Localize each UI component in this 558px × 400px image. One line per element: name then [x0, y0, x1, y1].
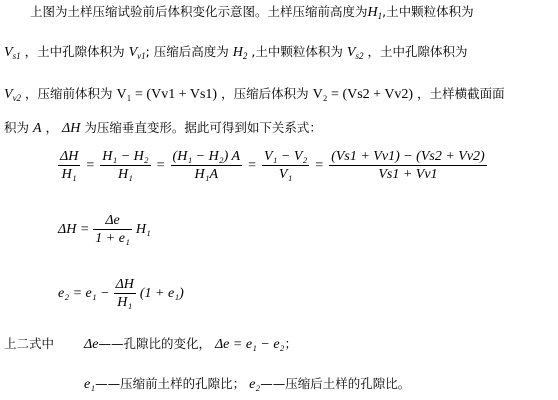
volume-before-equation: V₁ = (Vv1 + Vs1): [116, 87, 218, 102]
volume-after-equation: V₂ = (Vs2 + Vv2): [312, 87, 414, 102]
paragraph-line-1: [30, 4, 474, 21]
symbol-delta-e: Δe: [84, 337, 99, 352]
text-segment: ; 压缩后高度为: [145, 44, 229, 59]
symbol-h2: $H_2$: [232, 45, 248, 61]
text-segment: ,土中颗粒体积为: [251, 44, 343, 59]
text-segment: ，压缩后体积为: [221, 86, 309, 101]
equals-sign: =: [248, 157, 256, 173]
legend-line-1: [4, 336, 54, 352]
symbol-vv1: $V_{v1}$: [128, 45, 146, 61]
text-segment: ，: [45, 120, 59, 135]
text-segment: 上图为土样压缩试验前后体积变化示意图。土样压缩前高度为: [30, 4, 368, 19]
text-segment: ——孔隙比的变化，: [98, 336, 211, 351]
text-segment: 积为: [4, 120, 30, 135]
paragraph-line-4: [4, 120, 322, 137]
equation-lhs: e₂ = e₁ −: [58, 285, 110, 301]
text-segment: ，土中孔隙体积为: [367, 44, 468, 59]
equals-sign: =: [315, 157, 324, 173]
text-segment: ,土中颗粒体积为: [382, 4, 474, 19]
symbol-vs2: $V_{s2}$: [346, 45, 364, 61]
symbol-vs1: $V_{s1}$: [4, 45, 21, 61]
equation-3: [58, 276, 184, 311]
fraction-volume-ratio: $\frac{\text{V₁ − V₂}}{\text{V₁}}$: [263, 149, 308, 182]
equation-rhs: H₁: [135, 221, 151, 237]
symbol-e1: e₁: [84, 377, 96, 392]
fraction-area-ratio: $\frac{\text{(H₁ − H₂) A}}{\text{H₁A}}$: [172, 149, 241, 182]
text-segment: ，土样横截面面: [417, 86, 505, 101]
equation-1: [58, 148, 487, 183]
legend-line-2: [84, 376, 410, 393]
legend-line-1-body: [84, 336, 297, 353]
fraction-height-difference: $\frac{\text{H₁ − H₂}}{\text{H₁}}$: [102, 149, 149, 182]
symbol-e2: e₂: [249, 377, 261, 392]
paragraph-line-3: [4, 86, 505, 103]
paragraph-line-2: [4, 44, 467, 61]
legend-label: 上二式中: [4, 336, 55, 351]
fraction-delta-h-over-h1: $\frac{\Delta H}{\text{H₁}}$: [115, 277, 134, 310]
symbol-h1: $H_1$: [367, 5, 383, 21]
equation-2: [58, 212, 151, 247]
text-segment: ——压缩前土样的孔隙比；: [95, 376, 246, 391]
text-segment: ，土中孔隙体积为: [24, 44, 125, 59]
fraction-delta-h-over-h1: $\frac{\Delta H}{\text{H₁}}$: [60, 149, 79, 182]
symbol-vv2: $V_{v2}$: [4, 87, 22, 103]
text-segment: 为压缩垂直变形。据此可得到如下关系式：: [84, 120, 322, 135]
text-segment: ——压缩后土样的孔隙比。: [260, 376, 411, 391]
equals-sign: =: [156, 157, 165, 173]
fraction-delta-e-over-1-plus-e1: $\frac{\Delta e}{\text{1 + e₁}}$: [95, 213, 130, 246]
delta-e-definition: Δe = e₁ − e₂: [214, 337, 285, 352]
text-segment: ，压缩前体积为: [25, 86, 113, 101]
equation-rhs: (1 + e₁): [139, 285, 184, 301]
symbol-a: A: [33, 121, 42, 136]
equation-lhs: ΔH =: [58, 221, 90, 237]
equals-sign: =: [86, 157, 95, 173]
text-segment: ；: [284, 336, 297, 351]
symbol-delta-h: ΔH: [62, 121, 81, 136]
fraction-void-volume-ratio: $\frac{(Vs1 + Vv1) - (Vs2 + Vv2)}{Vs1 + Vv1}$: [331, 149, 485, 182]
